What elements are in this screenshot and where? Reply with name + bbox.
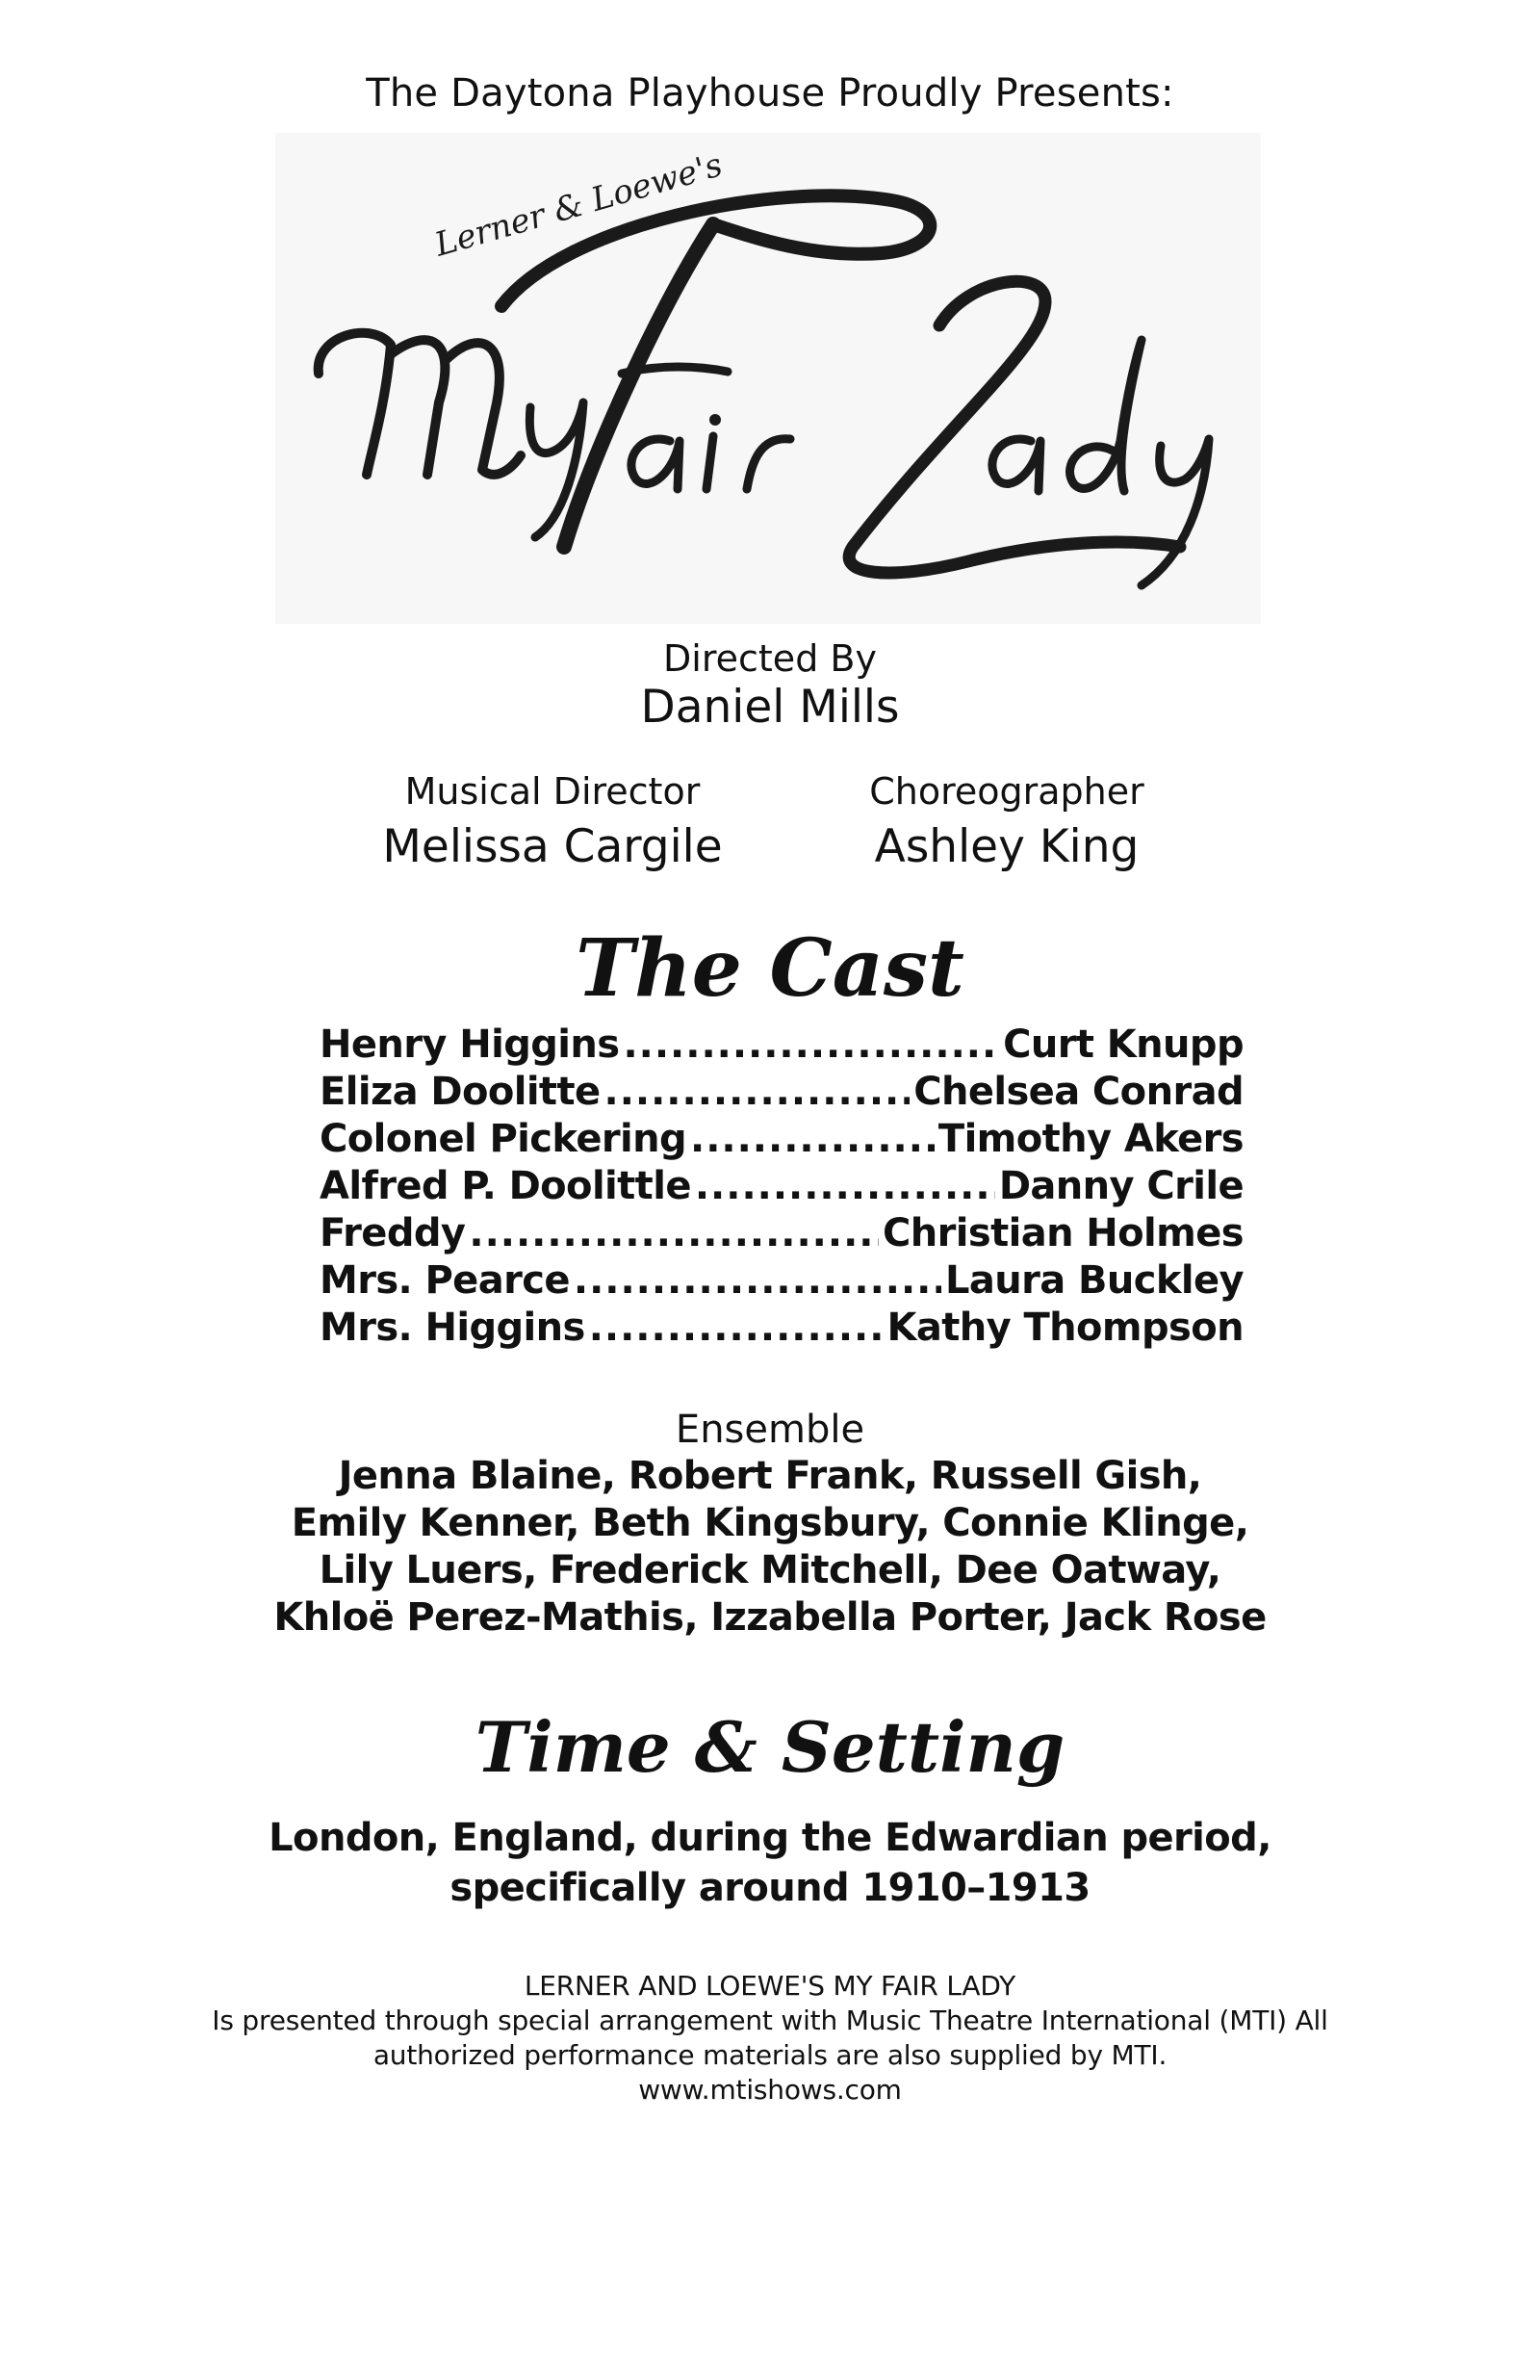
cast-row	[320, 1258, 1244, 1306]
setting-text	[0, 1816, 1540, 1916]
cast-role: Freddy	[320, 1211, 466, 1255]
musical-director-label: Musical Director	[404, 770, 701, 813]
show-logo	[275, 133, 1261, 624]
setting-line: specifically around 1910–1913	[449, 1866, 1091, 1910]
ensemble-heading: Ensemble	[675, 1408, 865, 1452]
leader-dots	[469, 1211, 879, 1255]
choreographer-name: Ashley King	[874, 820, 1140, 873]
leader-dots	[623, 1022, 999, 1067]
cast-row	[320, 1070, 1244, 1117]
choreographer-credit	[737, 770, 1276, 873]
setting-heading: Time & Setting	[475, 1706, 1065, 1788]
ensemble-line: Khloë Perez-Mathis, Izzabella Porter, Jack Rose	[273, 1595, 1267, 1640]
cast-role: Alfred P. Doolittle	[320, 1164, 691, 1208]
leader-dots	[604, 1070, 911, 1114]
cast-row	[320, 1306, 1244, 1353]
cast-actor: Timothy Akers	[937, 1117, 1244, 1161]
cast-actor: Kathy Thompson	[886, 1306, 1244, 1350]
cast-actor: Danny Crile	[998, 1164, 1244, 1208]
director-name: Daniel Mills	[640, 681, 900, 734]
cast-role: Eliza Doolitte	[320, 1070, 601, 1114]
cast-role: Colonel Pickering	[320, 1117, 687, 1161]
presenter-header: The Daytona Playhouse Proudly Presents:	[366, 71, 1174, 116]
cast-actor: Chelsea Conrad	[913, 1070, 1244, 1114]
cast-row	[320, 1022, 1244, 1070]
choreographer-label: Choreographer	[869, 770, 1144, 813]
cast-actor: Curt Knupp	[1003, 1022, 1244, 1067]
cast-list	[320, 1022, 1244, 1353]
leader-dots	[695, 1164, 995, 1208]
cast-role: Henry Higgins	[320, 1022, 620, 1067]
notice-line: authorized performance materials are also supplied by MTI.	[372, 2039, 1168, 2071]
cast-heading: The Cast	[576, 922, 964, 1015]
leader-dots	[690, 1117, 935, 1161]
leader-dots	[574, 1258, 941, 1303]
leader-dots	[589, 1306, 884, 1350]
setting-line: London, England, during the Edwardian period,	[269, 1816, 1271, 1860]
ensemble-line: Emily Kenner, Beth Kingsbury, Connie Klinge,	[291, 1501, 1249, 1545]
notice-line: Is presented through special arrangement with Music Theatre International (MTI) All	[212, 2005, 1328, 2036]
notice-line: LERNER AND LOEWE'S MY FAIR LADY	[524, 1970, 1016, 2002]
ensemble-list	[0, 1454, 1540, 1643]
cast-actor: Laura Buckley	[945, 1258, 1244, 1303]
logo-prefix-text: Lerner & Loewe's	[430, 145, 727, 265]
license-notice	[0, 1970, 1540, 2108]
ensemble-line: Jenna Blaine, Robert Frank, Russell Gish,	[338, 1454, 1202, 1498]
cast-row	[320, 1164, 1244, 1211]
cast-role: Mrs. Pearce	[320, 1258, 570, 1303]
cast-role: Mrs. Higgins	[320, 1306, 585, 1350]
musical-director-name: Melissa Cargile	[382, 820, 723, 873]
notice-url: www.mtishows.com	[638, 2074, 902, 2106]
cast-row	[320, 1117, 1244, 1164]
cast-row	[320, 1211, 1244, 1258]
ensemble-line: Lily Luers, Frederick Mitchell, Dee Oatway,	[319, 1548, 1221, 1592]
director-label: Directed By	[663, 637, 877, 680]
cast-actor: Christian Holmes	[883, 1211, 1244, 1255]
